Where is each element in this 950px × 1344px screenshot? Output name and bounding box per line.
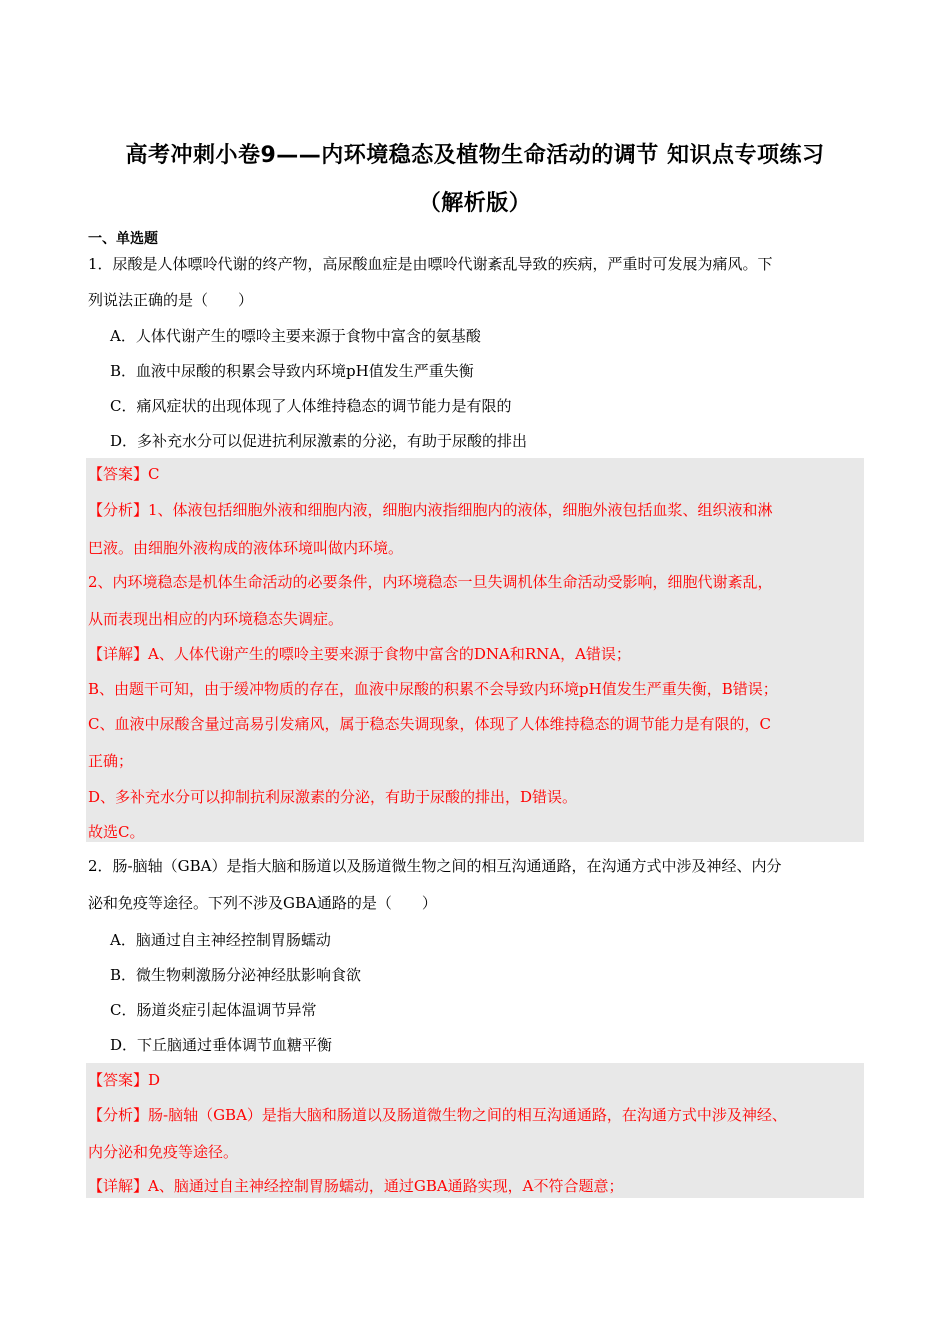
- question-2-option-d: D．下丘脑通过垂体调节血糖平衡: [110, 1036, 333, 1054]
- detail-line: D、多补充水分可以抑制抗利尿激素的分泌，有助于尿酸的排出，D错误。: [88, 788, 578, 806]
- detail-line: 【详解】A、脑通过自主神经控制胃肠蠕动，通过GBA通路实现，A不符合题意；: [88, 1177, 624, 1195]
- conclusion-line: 故选C。: [88, 823, 145, 841]
- question-2-option-a: A．脑通过自主神经控制胃肠蠕动: [110, 931, 331, 949]
- question-1-stem: 1．尿酸是人体嘌呤代谢的终产物，高尿酸血症是由嘌呤代谢紊乱导致的疾病，严重时可发展为痛风。下: [88, 255, 773, 273]
- detail-line: B、由题干可知，由于缓冲物质的存在，血液中尿酸的积累不会导致内环境pH值发生严重失衡，B错误；: [88, 680, 778, 698]
- answer-block-q2: [86, 1063, 864, 1198]
- answer-q2: 【答案】D: [88, 1071, 161, 1089]
- detail-line: 正确；: [88, 752, 134, 770]
- answer-q1: 【答案】C: [88, 465, 160, 483]
- detail-line: 【详解】A、人体代谢产生的嘌呤主要来源于食物中富含的DNA和RNA，A错误；: [88, 645, 631, 663]
- question-1-option-b: B．血液中尿酸的积累会导致内环境pH值发生严重失衡: [110, 362, 474, 380]
- question-1-option-c: C．痛风症状的出现体现了人体维持稳态的调节能力是有限的: [110, 397, 512, 415]
- detail-line: C、血液中尿酸含量过高易引发痛风，属于稳态失调现象，体现了人体维持稳态的调节能力是有限的，C: [88, 715, 771, 733]
- question-2-stem-cont: 泌和免疫等途径。下列不涉及GBA通路的是（ ）: [88, 894, 437, 912]
- document-subtitle: （解析版）: [418, 191, 532, 216]
- analysis-line: 2、内环境稳态是机体生命活动的必要条件，内环境稳态一旦失调机体生命活动受影响，细胞代谢紊乱，: [88, 573, 773, 591]
- analysis-line: 巴液。由细胞外液构成的液体环境叫做内环境。: [88, 539, 404, 557]
- question-1-option-a: A．人体代谢产生的嘌呤主要来源于食物中富含的氨基酸: [110, 327, 481, 345]
- question-2-stem: 2．肠-脑轴（GBA）是指大脑和肠道以及肠道微生物之间的相互沟通通路，在沟通方式中涉及神经、内分: [88, 857, 782, 875]
- question-1-option-d: D．多补充水分可以促进抗利尿激素的分泌，有助于尿酸的排出: [110, 432, 528, 450]
- document-title: 高考冲刺小卷9——内环境稳态及植物生命活动的调节 知识点专项练习: [125, 143, 825, 168]
- question-2-option-c: C．肠道炎症引起体温调节异常: [110, 1001, 317, 1019]
- analysis-line: 从而表现出相应的内环境稳态失调症。: [88, 610, 344, 628]
- question-2-option-b: B．微生物刺激肠分泌神经肽影响食欲: [110, 966, 362, 984]
- analysis-line: 【分析】1、体液包括细胞外液和细胞内液，细胞内液指细胞内的液体，细胞外液包括血浆、组织液和淋: [88, 501, 773, 519]
- section-heading: 一、单选题: [88, 231, 158, 247]
- analysis-line: 【分析】肠-脑轴（GBA）是指大脑和肠道以及肠道微生物之间的相互沟通通路，在沟通方式中涉及神经、: [88, 1106, 787, 1124]
- question-1-stem-cont: 列说法正确的是（ ）: [88, 291, 254, 309]
- analysis-line: 内分泌和免疫等途径。: [88, 1143, 239, 1161]
- answer-block-q1: [86, 458, 864, 842]
